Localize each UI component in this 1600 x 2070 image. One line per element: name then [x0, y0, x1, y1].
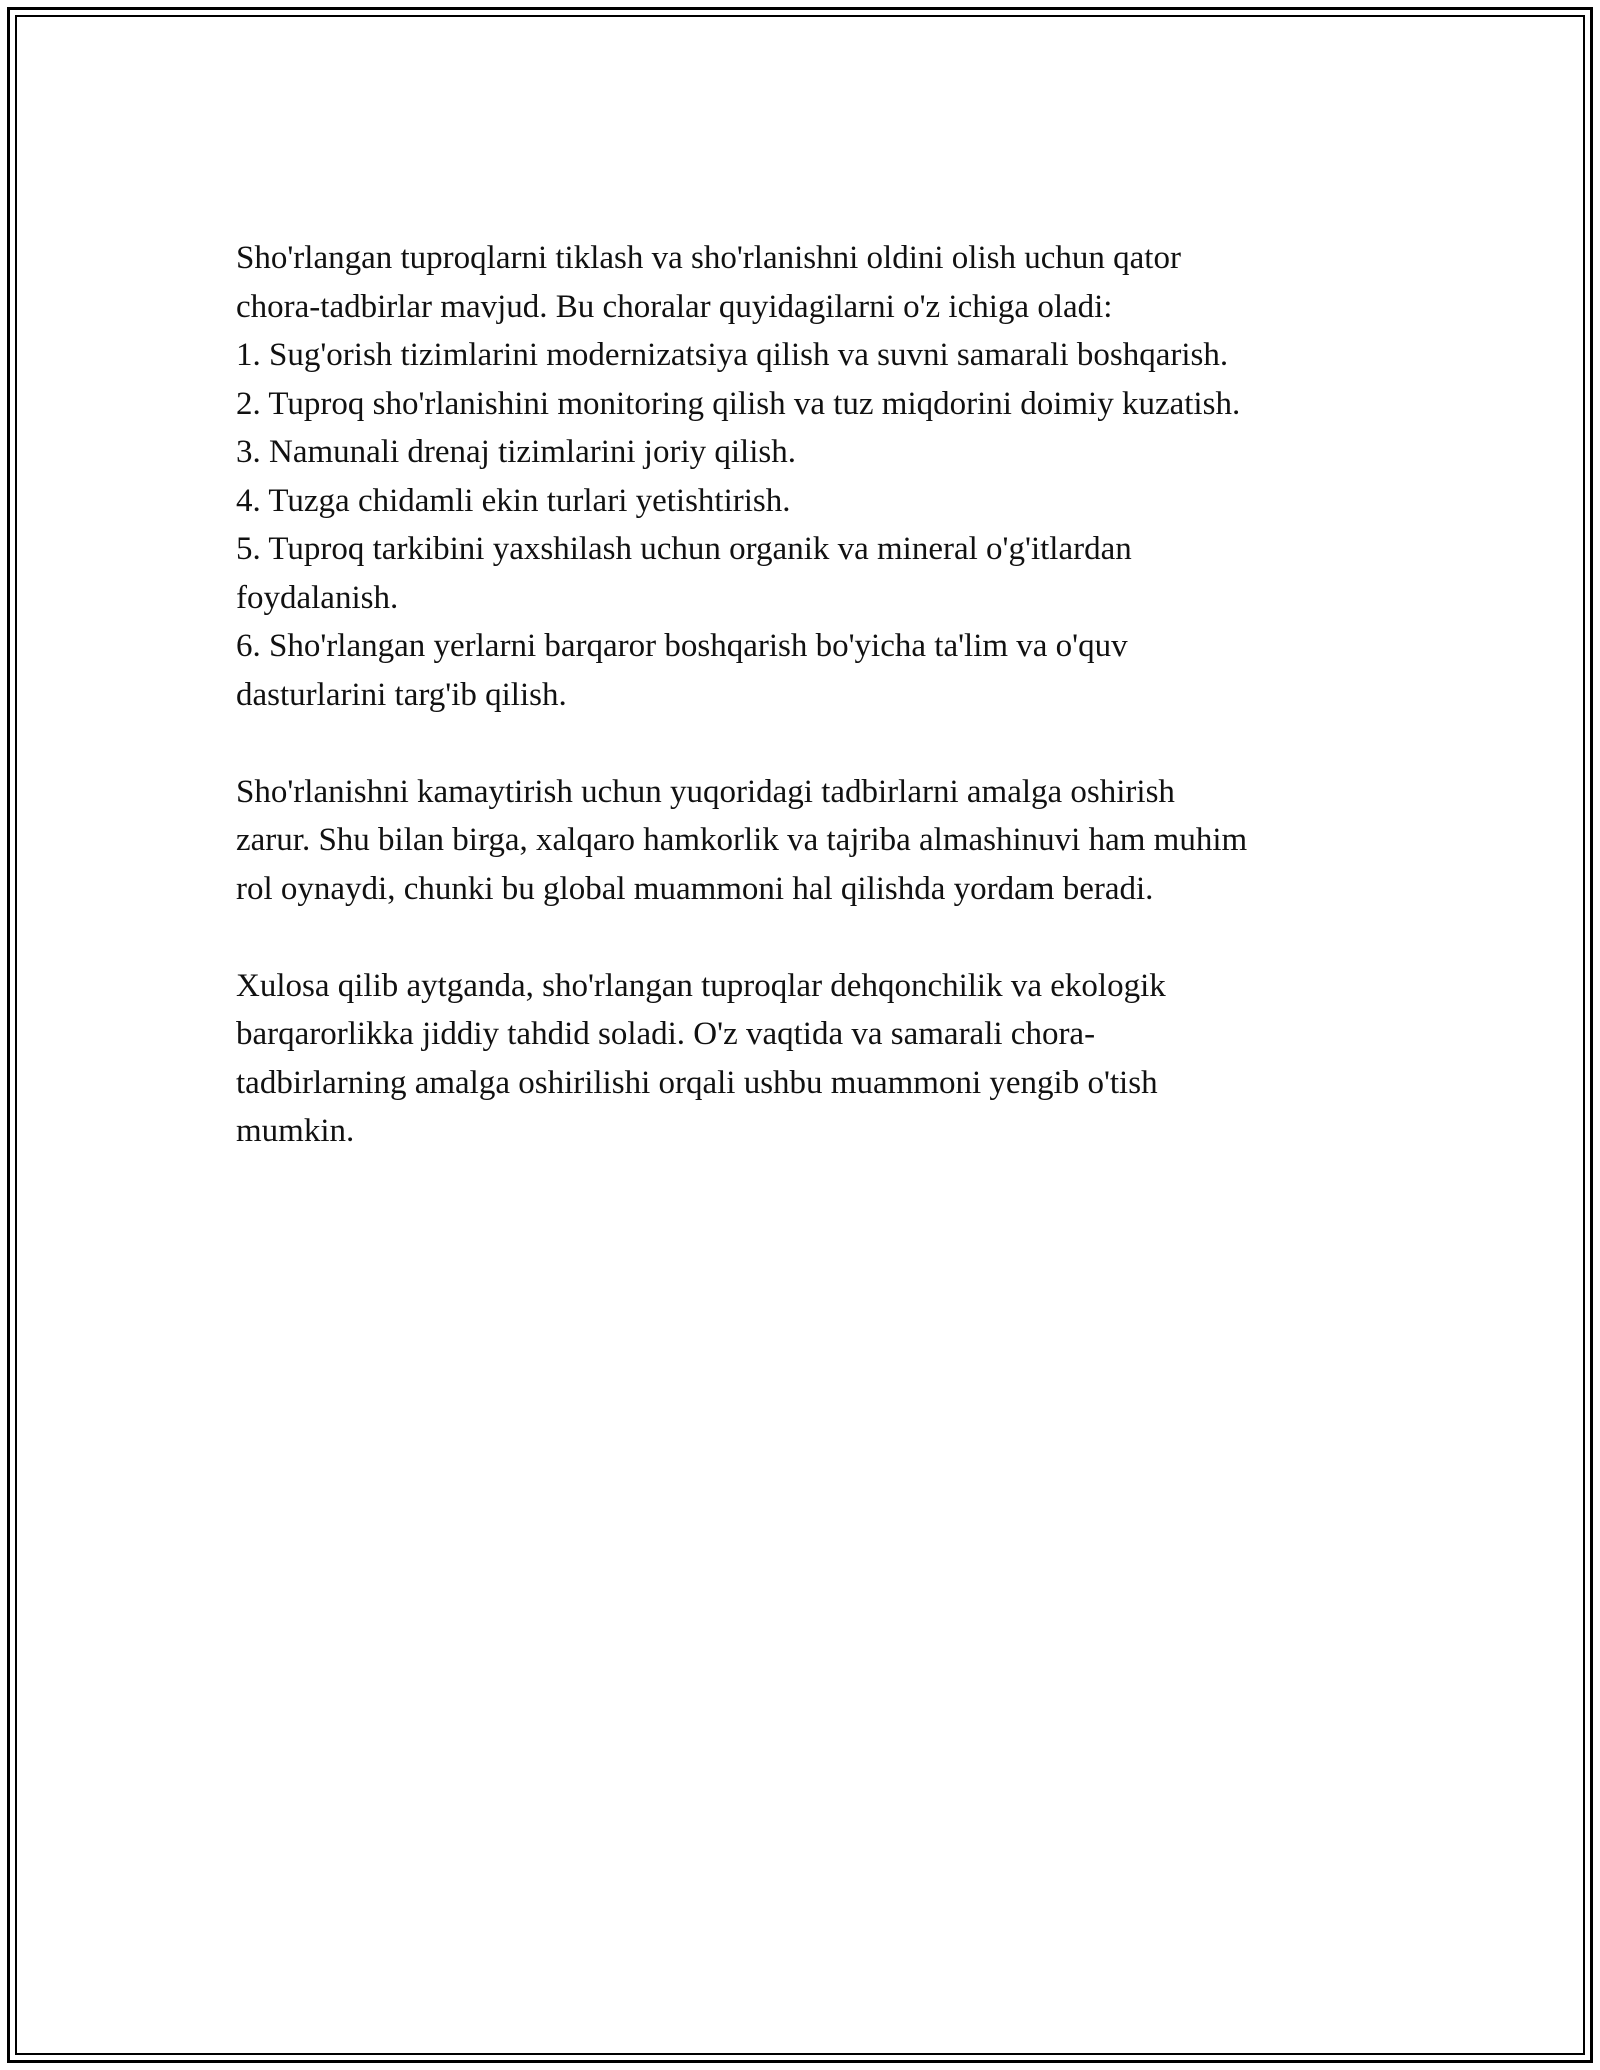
text-line: barqarorlikka jiddiy tahdid soladi. O'z vaqtida va samarali chora- — [236, 1016, 1096, 1052]
list-item-continuation: foydalanish. — [236, 579, 399, 616]
document-body — [236, 234, 1396, 1156]
list-item: 5. Tuproq tarkibini yaxshilash uchun organik va mineral o'g'itlardan — [236, 531, 1132, 567]
intro-paragraph — [236, 234, 1396, 331]
conclusion-paragraph — [236, 962, 1396, 1156]
measures-list — [236, 331, 1396, 719]
paragraph-spacer — [236, 913, 1396, 962]
second-paragraph — [236, 768, 1396, 914]
list-item: 3. Namunali drenaj tizimlarini joriy qilish. — [236, 434, 796, 470]
text-line: rol oynaydi, chunki bu global muammoni hal qilishda yordam beradi. — [236, 870, 1154, 907]
text-line: Sho'rlangan tuproqlarni tiklash va sho'rlanishni oldini olish uchun qator — [236, 240, 1181, 276]
list-item: 4. Tuzga chidamli ekin turlari yetishtirish. — [236, 482, 791, 519]
list-item: 1. Sug'orish tizimlarini modernizatsiya qilish va suvni samarali boshqarish. — [236, 337, 1229, 373]
text-line: tadbirlarning amalga oshirilishi orqali ushbu muammoni yengib o'tish — [236, 1064, 1158, 1101]
text-line: Sho'rlanishni kamaytirish uchun yuqoridagi tadbirlarni amalga oshirish — [236, 773, 1175, 810]
text-line: mumkin. — [236, 1113, 355, 1149]
text-line: Xulosa qilib aytganda, sho'rlangan tuproqlar dehqonchilik va ekologik — [236, 967, 1166, 1004]
list-item-continuation: dasturlarini targ'ib qilish. — [236, 676, 567, 713]
text-line: zarur. Shu bilan birga, xalqaro hamkorlik va tajriba almashinuvi ham muhim — [236, 822, 1248, 858]
paragraph-spacer — [236, 719, 1396, 768]
list-item: 6. Sho'rlangan yerlarni barqaror boshqarish bo'yicha ta'lim va o'quv — [236, 628, 1128, 664]
text-line: chora-tadbirlar mavjud. Bu choralar quyidagilarni o'z ichiga oladi: — [236, 288, 1113, 325]
list-item: 2. Tuproq sho'rlanishini monitoring qilish va tuz miqdorini doimiy kuzatish. — [236, 385, 1241, 422]
